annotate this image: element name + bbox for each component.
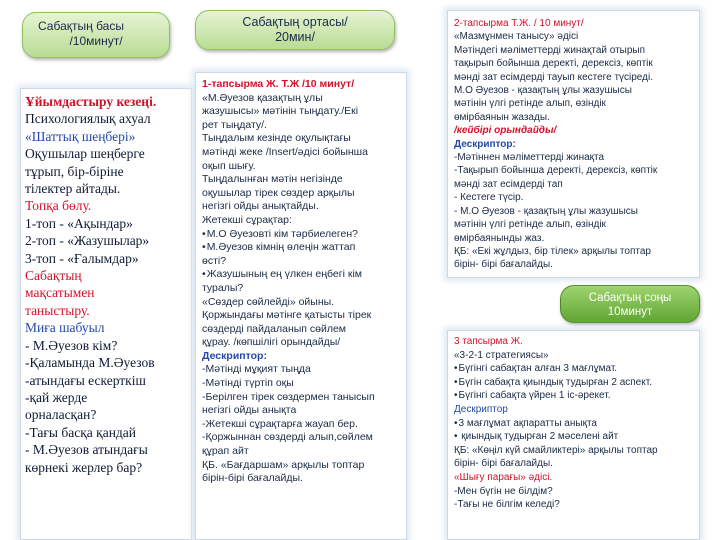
descriptor-heading: Дескриптор: — [454, 138, 516, 150]
text-line: «3-2-1 стратегиясы» — [454, 349, 549, 361]
descriptor-item: -Мәтіннен мәліметтерді жинақта — [454, 152, 605, 164]
task-3-title: 3 тапсырма Ж. — [454, 336, 523, 347]
text-line: туралы? — [202, 281, 244, 294]
lesson-middle-title: Сабақтың ортасы/ — [242, 15, 348, 29]
assessment-line: ҚБ: «Көңіл күй смайликтері» арқылы топтар — [454, 444, 658, 456]
descriptor-item: -Тақырып бойынша деректі, дерексіз, көптік — [454, 165, 658, 177]
question-line: -Тағы басқа қандай — [25, 424, 137, 440]
descriptor-item: негізгі ойды анықта — [202, 404, 297, 417]
text-line: мәнді зат есімдерді тауып кестеге түсіреді. — [454, 71, 653, 83]
lesson-end-duration: 10минут — [607, 306, 653, 318]
brainstorm-heading: Миға шабуыл — [25, 320, 105, 336]
organization-stage: Ұйымдастыру кезеңі. — [25, 94, 157, 109]
descriptor-item: -Берілген тірек сөздермен танысып — [202, 390, 375, 403]
descriptor-item: мәтінін үлгі ретінде алып, өзіндік — [454, 219, 606, 231]
text-line: өсті? — [202, 254, 227, 267]
text-line: өмірбаянын жазады. — [454, 111, 550, 123]
text-line: мәтінді жеке /Insert/әдісі бойынша — [202, 145, 368, 158]
text-line: Тыңдалым кезінде оқулықтағы — [202, 132, 351, 145]
text-line: Тыңдалынған мәтін негізінде — [202, 173, 343, 186]
task-1-title: 1-тапсырма Ж. Т.Ж /10 минут/ — [202, 78, 355, 90]
question-item: • М.О Әуезовті кім тәрбиелеген? — [202, 228, 400, 242]
descriptor-item: • 3 мағлұмат ақпаратты анықта — [454, 417, 693, 431]
exit-ticket-line: «Шығу парағы» әдісі. — [454, 471, 553, 483]
question-line: -атындағы ескерткіш — [25, 372, 146, 388]
lesson-start-title: Сабақтың басы — [38, 19, 124, 33]
assessment-line: ҚБ: «Екі жұлдыз, бір тілек» арқылы топтар — [454, 245, 651, 257]
descriptor-heading: Дескриптор: — [202, 349, 267, 362]
guiding-questions-heading: Жетекші сұрақтар: — [202, 213, 292, 226]
text-line: сөздерді пайдаланып сөйлем — [202, 322, 347, 335]
lesson-start-header — [22, 12, 170, 58]
descriptor-heading: Дескриптор — [454, 403, 508, 415]
descriptor-item: құрап айт — [202, 445, 249, 458]
task-1-panel — [195, 72, 407, 540]
text-line: «Сөздер сөйлейді» ойыны. — [202, 295, 335, 308]
task-2-panel — [447, 10, 700, 278]
text-line: тілектер айтады. — [25, 181, 121, 197]
descriptor-item: - Кестеге түсір. — [454, 192, 524, 204]
lesson-middle-duration: 20мин/ — [275, 30, 315, 44]
group-3: 3-топ - «Ғалымдар» — [25, 250, 139, 266]
strategy-item: • Бүгінгі сабақтан алған 3 мағлұмат. — [454, 362, 693, 376]
descriptor-item: -Мәтінді түртіп оқы — [202, 377, 294, 390]
strategy-item: • Бүгінгі сабақта үйрен 1 іс-әрекет. — [454, 389, 693, 403]
lesson-goal-heading: таныстыру. — [25, 302, 90, 318]
text-line: оқушылар тірек сөздер арқылы — [202, 186, 355, 199]
lesson-goal-heading: мақсатымен — [25, 285, 95, 301]
task-3-panel — [447, 330, 700, 540]
text-line: рет тыңдату/. — [202, 118, 267, 131]
assessment-line: бірін- бірі бағалайды. — [454, 259, 553, 271]
text-line: құрау. /көпшілігі орындайды/ — [202, 336, 341, 349]
question-line: орналасқан? — [25, 407, 97, 423]
text-line: оқып шығу. — [202, 159, 256, 172]
lesson-end-title: Сабақтың соңы — [588, 292, 672, 304]
reflection-question: -Тағы не білгім келеді? — [454, 499, 560, 511]
text-line: тұрып, бір-біріне — [25, 163, 124, 179]
text-line: жазушысы» мәтінін тыңдату./Екі — [202, 105, 359, 118]
text-line: Психологиялық ахуал — [25, 111, 151, 127]
group-1: 1-топ - «Ақындар» — [25, 215, 133, 231]
text-line: М.О Әуезов - қазақтың ұлы жазушысы — [454, 85, 632, 97]
strategy-item: • Бүгін сабақта қиындық тудырған 2 аспект. — [454, 376, 693, 390]
text-line: негізгі ойды анықтайды. — [202, 200, 319, 213]
descriptor-item: өмірбаянынды жаз. — [454, 232, 545, 244]
lesson-start-duration: /10минут/ — [69, 34, 123, 48]
some-perform-note: /кейбірі орындайды/ — [454, 125, 557, 137]
assessment-line: бірін-бірі бағалайды. — [202, 472, 303, 485]
descriptor-item: -Қоржыннан сөздерді алып,сөйлем — [202, 431, 373, 444]
question-line: - М.Әуезов атындағы — [25, 442, 148, 458]
text-line: Мәтіндегі мәліметтерді жинақтай отырып — [454, 44, 646, 56]
question-item: • Жазушының ең үлкен еңбегі кім — [202, 268, 400, 282]
reflection-question: -Мен бүгін не білдім? — [454, 485, 553, 497]
lesson-end-header — [560, 285, 700, 323]
descriptor-item: -Жетекші сұрақтарға жауап бер. — [202, 417, 358, 430]
group-division: Топқа бөлу. — [25, 198, 92, 214]
question-line: көрнекі жерлер бар? — [25, 459, 143, 475]
assessment-line: бірін- бірі бағалайды. — [454, 458, 553, 470]
descriptor-item: - М.О Әуезов - қазақтың ұлы жазушысы — [454, 205, 638, 217]
text-line: «М.Әуезов қазақтың ұлы — [202, 91, 323, 104]
text-line: Оқушылар шеңберге — [25, 146, 145, 162]
descriptor-item: мәнді зат есімдерді тап — [454, 178, 563, 190]
question-line: -Қаламында М.Әуезов — [25, 355, 155, 371]
lesson-goal-heading: Сабақтың — [25, 268, 82, 284]
assessment-line: ҚБ. «Бағдаршам» арқылы топтар — [202, 458, 365, 471]
text-line: Қоржындағы мәтінге қатысты тірек — [202, 309, 372, 322]
lesson-start-panel — [20, 88, 192, 540]
lesson-middle-header — [195, 10, 395, 50]
question-item: • М.Әуезов кімнің өлеңін жаттап — [202, 241, 400, 255]
text-line: «Мазмұнмен танысу» әдісі — [454, 31, 579, 43]
text-line: мәтінін үлгі ретінде алып, өзіндік — [454, 98, 606, 110]
text-line: тақырып бойынша деректі, дерексіз, көптік — [454, 58, 653, 70]
question-line: - М.Әуезов кім? — [25, 337, 118, 353]
group-2: 2-топ - «Жазушылар» — [25, 233, 150, 249]
task-2-title: 2-тапсырма Т.Ж. / 10 минут/ — [454, 18, 584, 29]
descriptor-item: -Мәтінді мұқият тыңда — [202, 363, 311, 376]
question-line: -қай жерде — [25, 389, 88, 405]
descriptor-item: • қиындық тудырған 2 мәселені айт — [454, 430, 693, 444]
happiness-circle: «Шаттық шеңбері» — [25, 128, 136, 144]
